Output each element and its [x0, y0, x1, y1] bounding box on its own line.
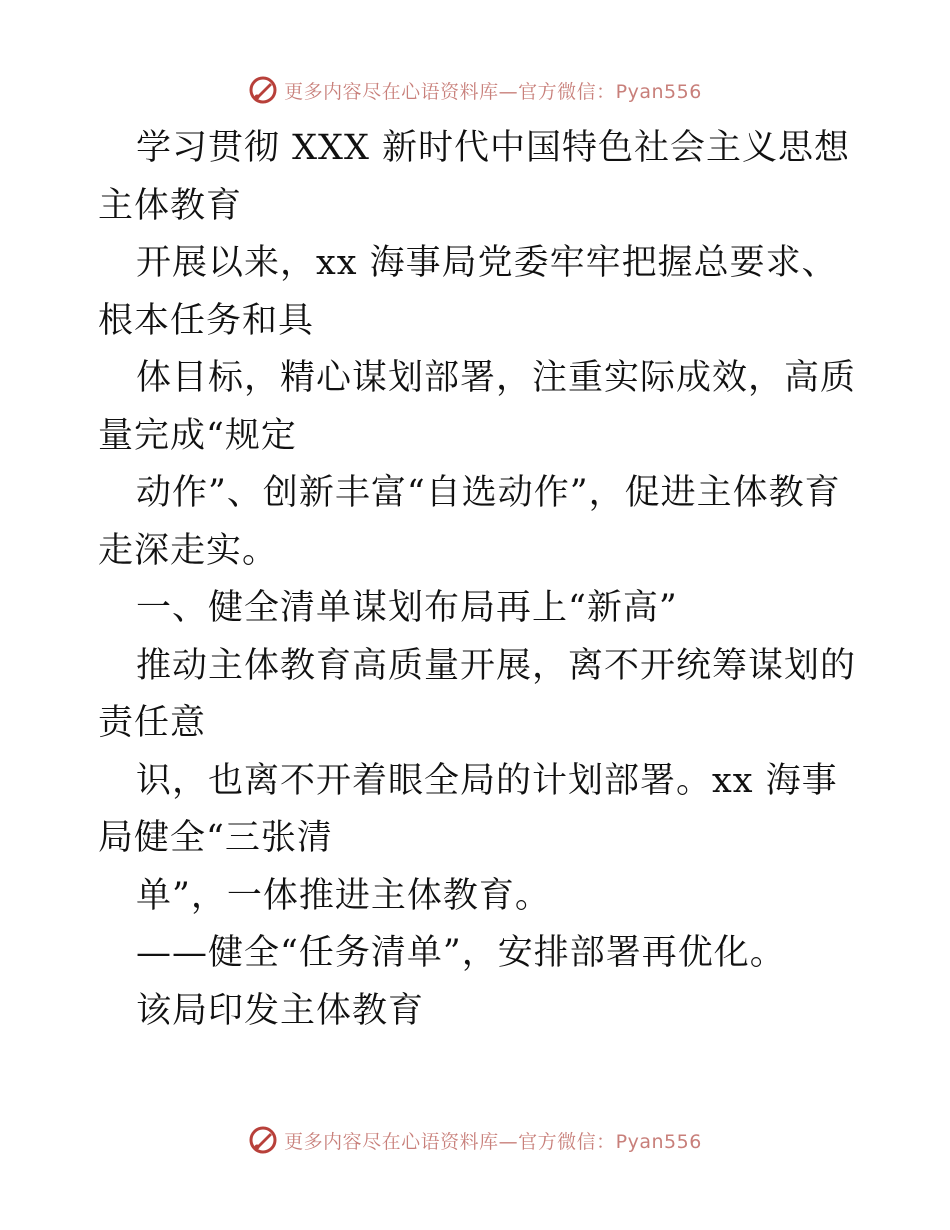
header-watermark-text: 更多内容尽在心语资料库—官方微信：Pyan556	[284, 80, 702, 103]
paragraph-8: 该局印发主体教育	[136, 990, 425, 1031]
paragraph-7: 单”，一体推进主体教育。	[136, 875, 551, 916]
section-heading-1: 一、健全清单谋划布局再上“新高”	[136, 588, 678, 628]
header-watermark-banner	[0, 70, 950, 110]
paragraph-6: 识，也离不开着眼全局的计划部署。xx 海事局健全“三张清	[98, 760, 838, 858]
paragraph-5: 推动主体教育高质量开展，离不开统筹谋划的责任意	[98, 645, 857, 743]
footer-watermark-text: 更多内容尽在心语资料库—官方微信：Pyan556	[284, 1130, 702, 1153]
brush-logo-icon	[248, 75, 278, 105]
paragraph-3: 体目标，精心谋划部署，注重实际成效，高质量完成“规定	[98, 358, 857, 456]
brush-logo-icon	[248, 1125, 278, 1155]
subheading-task-list: ——健全“任务清单”，安排部署再优化。	[136, 933, 786, 973]
document-body	[98, 120, 858, 1040]
paragraph-4: 动作”、创新丰富“自选动作”，促进主体教育走深走实。	[98, 473, 841, 571]
footer-watermark-banner	[0, 1120, 950, 1160]
paragraph-2: 开展以来，xx 海事局党委牢牢把握总要求、根本任务和具	[98, 243, 838, 341]
paragraph-1: 学习贯彻 XXX 新时代中国特色社会主义思想主体教育	[98, 128, 851, 226]
